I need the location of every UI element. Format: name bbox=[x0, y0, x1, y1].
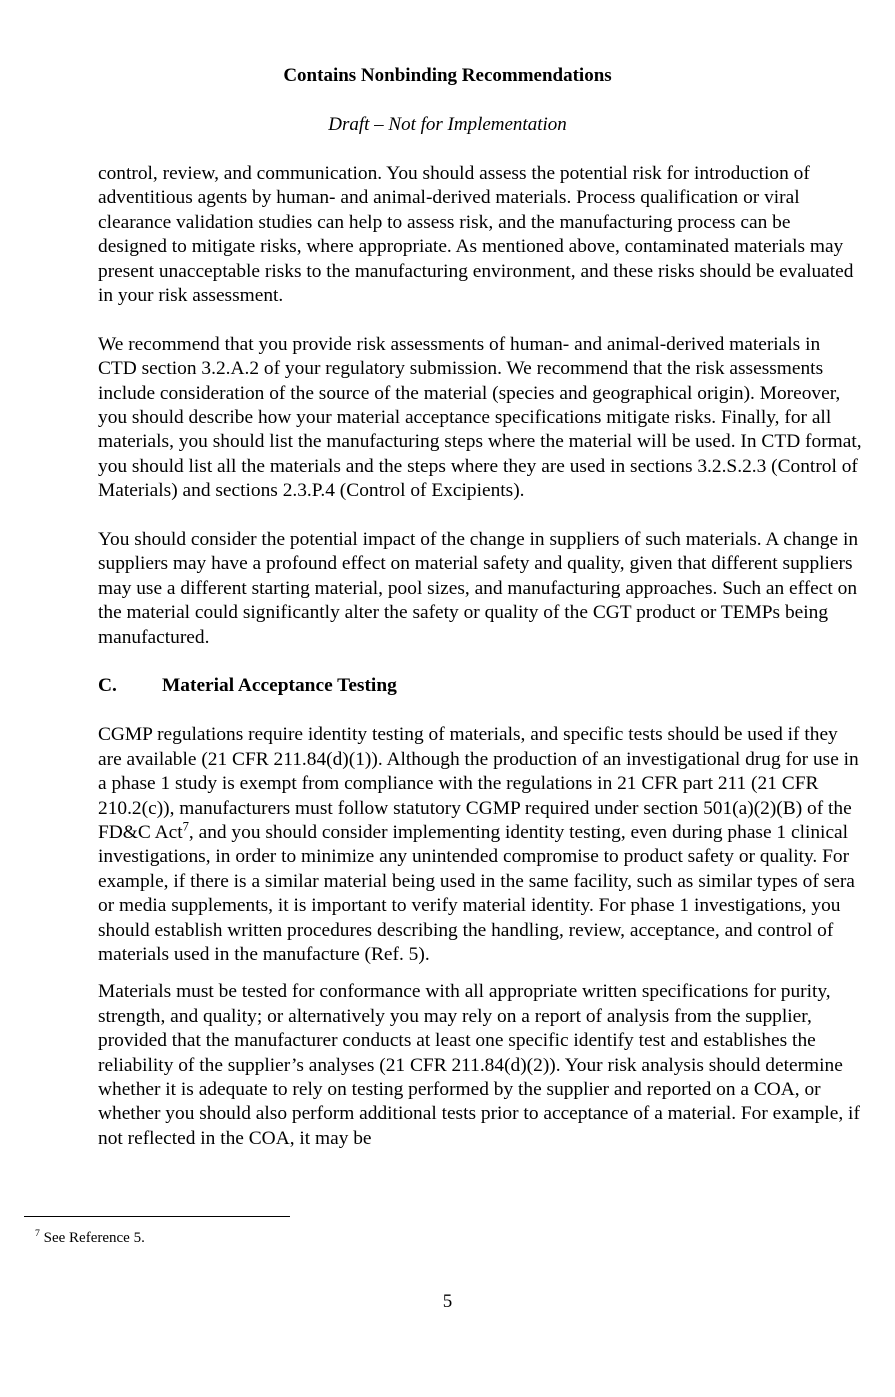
section-title: Material Acceptance Testing bbox=[162, 675, 397, 697]
footnote bbox=[35, 1228, 145, 1248]
footnote-reference[interactable]: 7 bbox=[182, 819, 189, 834]
page-number: 5 bbox=[442, 1291, 453, 1312]
identity-testing-text-start: CGMP regulations require identity testing of materials, and specific tests should be used if they are available (21 CFR 211.84(d)(1)). Although the production of an investigational drug for use in a phase 1 study is exempt from compliance with the regulations in 21 CFR part 211 (21 CFR 210.2(c)), manufacturers must follow statutory CGMP required under section 501(a)(2)(B) of the FD&C Act bbox=[98, 724, 859, 843]
section-heading bbox=[98, 674, 863, 698]
header-subtitle: Draft – Not for Implementation bbox=[328, 114, 567, 135]
body-text bbox=[98, 162, 863, 1176]
section-number: C. bbox=[98, 675, 117, 697]
footnote-text: See Reference 5. bbox=[39, 1230, 145, 1246]
paragraph-conformance-testing: Materials must be tested for conformance with all appropriate written specifications for purity, strength, and quality; or alternatively you may rely on a report of analysis from the supplier, provided that the manufacturer conducts at least one specific identify test and establishes the reliability of the supplier’s analyses (21 CFR 211.84(d)(2)). Your risk analysis should determine whether it is adequate to rely on testing performed by the supplier and reported on a COA, or whether you should also perform additional tests prior to acceptance of a material. For example, if not reflected in the COA, it may be bbox=[98, 981, 860, 1149]
footnote-number: 7 bbox=[35, 1228, 40, 1239]
paragraph-supplier-change: You should consider the potential impact of the change in suppliers of such materials. A change in suppliers may have a profound effect on material safety and quality, given that different suppliers may use a different starting material, pool sizes, and manufacturing approaches. Such an effect on the material could significantly alter the safety or quality of the CGT product or TEMPs being manufactured. bbox=[98, 529, 859, 648]
paragraph-risk-assessments: We recommend that you provide risk assessments of human- and animal-derived materials in CTD section 3.2.A.2 of your regulatory submission. We recommend that the risk assessments include consideration of the source of the material (species and geographical origin). Moreover, you should describe how your material acceptance specifications mitigate risks. Finally, for all materials, you should list the manufacturing steps where the material will be used. In CTD format, you should list all the materials and the steps where they are used in sections 3.2.S.2.3 (Control of Materials) and sections 2.3.P.4 (Control of Excipients). bbox=[98, 333, 862, 502]
footnote-divider bbox=[24, 1216, 290, 1217]
paragraph-risk-control: control, review, and communication. You should assess the potential risk for introduction of adventitious agents by human- and animal-derived materials. Process qualification or viral clearance validation studies can help to assess risk, and the manufacturing process can be designed to mitigate risks, where appropriate. As mentioned above, contaminated materials may present unacceptable risks to the manufacturing environment, and these risks should be evaluated in your risk assessment. bbox=[98, 163, 854, 307]
identity-testing-text-end: , and you should consider implementing identity testing, even during phase 1 clinical investigations, in order to minimize any unintended compromise to product safety or quality. For example, if there is a similar material being used in the same facility, such as similar types of sera or media supplements, it is important to verify material identity. For phase 1 investigations, you should establish written procedures describing the handling, review, acceptance, and control of materials used in the manufacture (Ref. 5). bbox=[98, 821, 855, 965]
header-title: Contains Nonbinding Recommendations bbox=[283, 65, 612, 86]
paragraph-identity-testing bbox=[98, 723, 863, 967]
